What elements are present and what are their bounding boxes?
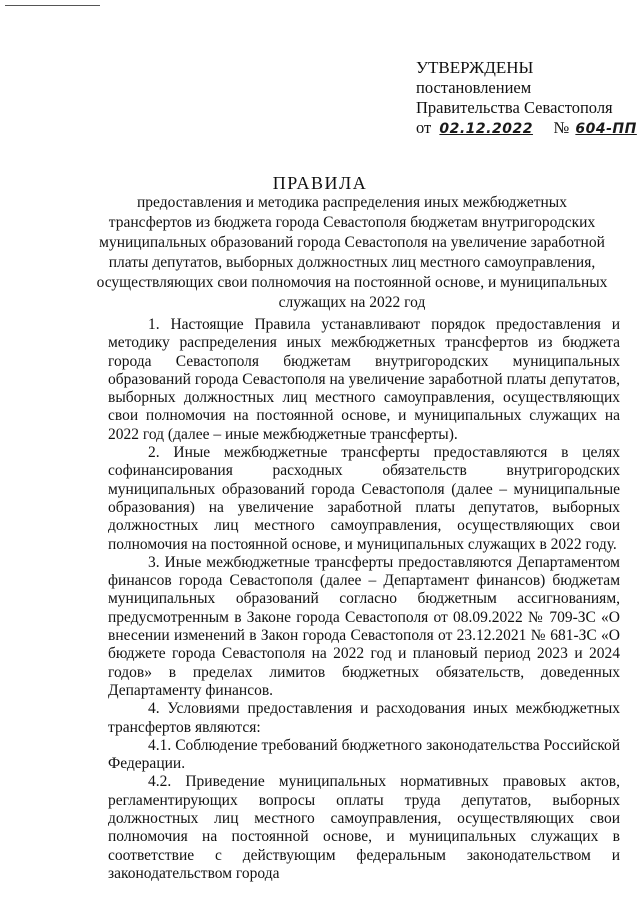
handwritten-date: 02.12.2022 [439, 121, 533, 137]
paragraph-3: 3. Иные межбюджетные трансферты предоставляются Департаментом финансов города Севастополя (далее – Департамент финансов) бюджетам муниципальных образований согласно бюджетным ассигнованиям, предусмотренным в Законе города Севастополя от 08.09.2022 № 709-ЗС «О внесении изменений в Закон города Севастополя от 23.12.2021 № 681-ЗС «О бюджете города Севастополя на 2022 год и плановый период 2023 и 2024 годов» в пределах лимитов бюджетных обязательств, доведенных Департаменту финансов. [108, 553, 620, 699]
paragraph-1: 1. Настоящие Правила устанавливают порядок предоставления и методику распределения иных межбюджетных трансфертов из бюджета города Севастополя бюджетам внутригородских муниципальных образований города Севастополя на увеличение заработной платы депутатов, выборных должностных лиц местного самоуправления, осуществляющих свои полномочия на постоянной основе, и муниципальных служащих на 2022 год (далее – иные межбюджетные трансферты). [108, 316, 620, 443]
approval-line-government: Правительства Севастополя [416, 98, 613, 117]
paragraph-4: 4. Условиями предоставления и расходования иных межбюджетных трансфертов являются: [108, 700, 620, 736]
approval-line-resolution: постановлением [416, 78, 532, 97]
paragraph-4-2: 4.2. Приведение муниципальных нормативных правовых актов, регламентирующих вопросы оплаты труда депутатов, выборных должностных лиц местного самоуправления, осуществляющих свои полномочия на постоянной основе, и муниципальных служащих в соответствие с действующим федеральным законодательством и законодательством города [108, 773, 620, 882]
document-title: ПРАВИЛА [272, 173, 368, 193]
handwritten-number: 604-ПП [575, 121, 637, 137]
approval-heading: УТВЕРЖДЕНЫ [416, 58, 534, 77]
top-rule [5, 5, 100, 6]
document-body [108, 316, 620, 883]
paragraph-2: 2. Иные межбюджетные трансферты предоставляются в целях софинансирования расходных обязательств внутригородских муниципальных образований города Севастополя (далее – муниципальные образования) на увеличение заработной платы депутатов, выборных должностных лиц местного самоуправления, осуществляющих свои полномочия на постоянной основе, и муниципальных служащих в 2022 году. [108, 444, 620, 553]
approval-block [416, 58, 637, 139]
paragraph-4-1: 4.1. Соблюдение требований бюджетного законодательства Российской Федерации. [108, 736, 620, 773]
document-subtitle: предоставления и методика распределения иных межбюджетных трансфертов из бюджета города Севастополя бюджетам внутригородских муниципальных образований города Севастополя на увеличение заработной платы депутатов, выборных должностных лиц местного самоуправления, осуществляющих свои полномочия на постоянной основе, и муниципальных служащих на 2022 год [96, 194, 608, 311]
number-prefix: № [553, 118, 570, 137]
date-prefix: от [416, 118, 432, 137]
approval-date-line [416, 118, 637, 139]
